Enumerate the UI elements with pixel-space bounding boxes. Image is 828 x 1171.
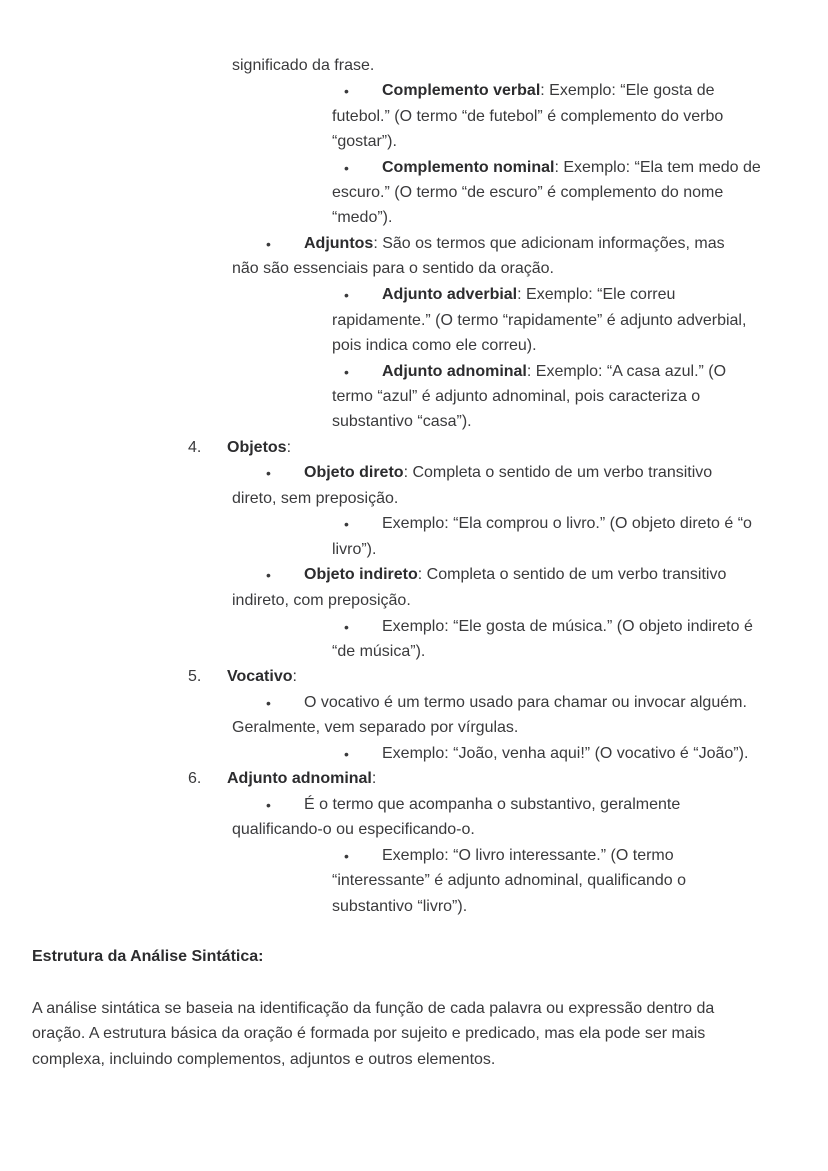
bullet-icon: • (266, 797, 271, 813)
text-line: escuro.” (O termo “de escuro” é complemento do nome (332, 184, 724, 201)
paragraph-line: complexa, incluindo complementos, adjuntos e outros elementos. (32, 1051, 496, 1068)
text-line: “gostar”). (332, 133, 397, 150)
list-item: Adjuntos: São os termos que adicionam informações, mas (304, 235, 725, 252)
list-item: Exemplo: “O livro interessante.” (O termo (382, 847, 674, 864)
bullet-icon: • (266, 695, 271, 711)
text-line: “de música”). (332, 643, 426, 660)
list-item: O vocativo é um termo usado para chamar ou invocar alguém. (304, 694, 747, 711)
text-line: Geralmente, vem separado por vírgulas. (232, 719, 519, 736)
text-line: rapidamente.” (O termo “rapidamente” é adjunto adverbial, (332, 312, 747, 329)
text-line: indireto, com preposição. (232, 592, 411, 609)
text-line: termo “azul” é adjunto adnominal, pois caracteriza o (332, 388, 701, 405)
bullet-icon: • (344, 83, 349, 99)
text-line: pois indica como ele correu). (332, 337, 537, 354)
list-item: Exemplo: “João, venha aqui!” (O vocativo é “João”). (382, 745, 749, 762)
bullet-icon: • (344, 848, 349, 864)
list-number: 5. (188, 668, 202, 685)
bullet-icon: • (266, 236, 271, 252)
section-item: Adjunto adnominal: (227, 770, 377, 787)
section-heading: Estrutura da Análise Sintática: (32, 948, 264, 965)
list-item: Complemento nominal: Exemplo: “Ela tem medo de (382, 159, 761, 176)
section-item: Objetos: (227, 439, 292, 456)
paragraph-line: oração. A estrutura básica da oração é formada por sujeito e predicado, mas ela pode ser mais (32, 1025, 706, 1042)
list-number: 6. (188, 770, 202, 787)
bullet-icon: • (266, 567, 271, 583)
list-item: Objeto direto: Completa o sentido de um verbo transitivo (304, 464, 713, 481)
text-line: não são essenciais para o sentido da oração. (232, 260, 554, 277)
bullet-icon: • (344, 364, 349, 380)
text-line: “interessante” é adjunto adnominal, qualificando o (332, 872, 687, 889)
text-line: livro”). (332, 541, 377, 558)
section-item: Vocativo: (227, 668, 297, 685)
bullet-icon: • (344, 160, 349, 176)
list-item: Exemplo: “Ela comprou o livro.” (O objeto direto é “o (382, 515, 752, 532)
list-item: Adjunto adnominal: Exemplo: “A casa azul.” (O (382, 363, 727, 380)
list-item: Complemento verbal: Exemplo: “Ele gosta de (382, 82, 715, 99)
list-item: É o termo que acompanha o substantivo, geralmente (304, 796, 681, 813)
bullet-icon: • (344, 516, 349, 532)
text-line: futebol.” (O termo “de futebol” é complemento do verbo (332, 108, 724, 125)
text-line: “medo”). (332, 209, 393, 226)
bullet-icon: • (344, 746, 349, 762)
bullet-icon: • (266, 465, 271, 481)
list-number: 4. (188, 439, 202, 456)
text-line: significado da frase. (232, 57, 375, 74)
list-item: Exemplo: “Ele gosta de música.” (O objeto indireto é (382, 618, 753, 635)
paragraph-line: A análise sintática se baseia na identificação da função de cada palavra ou expressão dentro da (32, 1000, 715, 1017)
list-item: Adjunto adverbial: Exemplo: “Ele correu (382, 286, 676, 303)
text-line: qualificando-o ou especificando-o. (232, 821, 475, 838)
bullet-icon: • (344, 619, 349, 635)
text-line: direto, sem preposição. (232, 490, 399, 507)
text-line: substantivo “casa”). (332, 413, 472, 430)
list-item: Objeto indireto: Completa o sentido de um verbo transitivo (304, 566, 727, 583)
bullet-icon: • (344, 287, 349, 303)
text-line: substantivo “livro”). (332, 898, 468, 915)
